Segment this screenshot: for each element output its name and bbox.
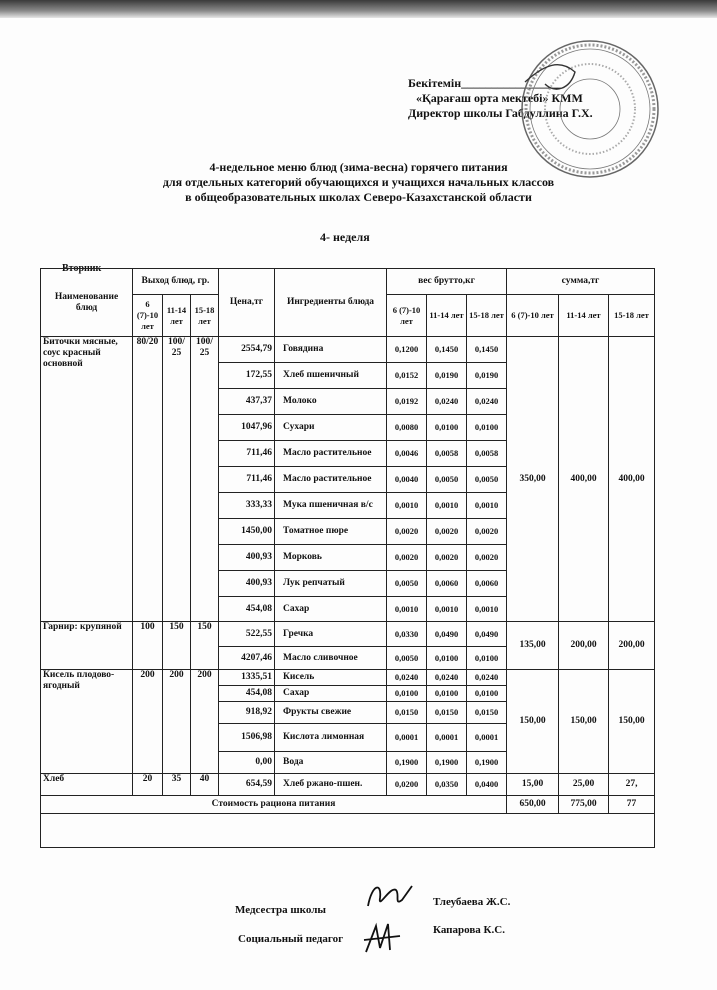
ingredient-weight: 0,0050 bbox=[387, 647, 427, 670]
title-line-3: в общеобразовательных школах Северо-Казахстанской области bbox=[185, 190, 532, 204]
ingredient-weight: 0,0010 bbox=[427, 597, 467, 622]
ingredient-weight: 0,0100 bbox=[467, 686, 507, 702]
ingredient-weight: 0,0100 bbox=[467, 415, 507, 441]
ingredient-weight: 0,0190 bbox=[467, 363, 507, 389]
header-sum-age3_sum: 15-18 лет bbox=[609, 295, 655, 337]
ingredient-name: Хлеб ржано-пшен. bbox=[275, 774, 387, 796]
ingredient-price: 437,37 bbox=[219, 389, 275, 415]
dish-output: 200 bbox=[191, 670, 219, 774]
dish-sum: 150,00 bbox=[559, 670, 609, 774]
ingredient-weight: 0,0050 bbox=[427, 467, 467, 493]
ingredient-weight: 0,0020 bbox=[427, 545, 467, 571]
dish-sum: 200,00 bbox=[559, 622, 609, 670]
total-label: Стоимость рациона питания bbox=[41, 796, 507, 814]
ingredient-weight: 0,1900 bbox=[467, 752, 507, 774]
dish-sum: 15,00 bbox=[507, 774, 559, 796]
dish-output: 20 bbox=[133, 774, 163, 796]
ingredient-weight: 0,0490 bbox=[427, 622, 467, 647]
ingredient-weight: 0,0330 bbox=[387, 622, 427, 647]
ingredient-name: Лук репчатый bbox=[275, 571, 387, 597]
ingredient-weight: 0,1900 bbox=[387, 752, 427, 774]
social-pedagogue-name: Капарова К.С. bbox=[433, 924, 505, 936]
ingredient-name: Вода bbox=[275, 752, 387, 774]
ingredient-weight: 0,1200 bbox=[387, 337, 427, 363]
ingredient-price: 711,46 bbox=[219, 441, 275, 467]
week-label: 4- неделя bbox=[320, 230, 370, 244]
ingredient-price: 522,55 bbox=[219, 622, 275, 647]
ingredient-weight: 0,0020 bbox=[387, 545, 427, 571]
dish-name: Гарнир: крупяной bbox=[41, 622, 133, 670]
dish-sum: 135,00 bbox=[507, 622, 559, 670]
dish-sum: 350,00 bbox=[507, 337, 559, 622]
ingredient-weight: 0,0200 bbox=[387, 774, 427, 796]
ingredient-weight: 0,1450 bbox=[427, 337, 467, 363]
ingredient-weight: 0,0050 bbox=[467, 467, 507, 493]
ingredient-name: Гречка bbox=[275, 622, 387, 647]
nurse-name: Тлеубаева Ж.С. bbox=[433, 896, 511, 908]
menu-table bbox=[40, 268, 655, 848]
dish-name: Биточки мясные, соус красный основной bbox=[41, 337, 133, 622]
header-sum-age2_sum: 11-14 лет bbox=[559, 295, 609, 337]
ingredient-weight: 0,0040 bbox=[387, 467, 427, 493]
header-price: Цена,тг bbox=[219, 269, 275, 337]
scan-dark-edge bbox=[0, 0, 717, 18]
ingredient-price: 454,08 bbox=[219, 686, 275, 702]
empty-row bbox=[41, 814, 655, 848]
ingredient-name: Кислота лимонная bbox=[275, 724, 387, 752]
ingredient-weight: 0,0060 bbox=[467, 571, 507, 597]
approval-line-1: Бекітемін_________________ bbox=[408, 76, 564, 90]
ingredient-weight: 0,0100 bbox=[427, 647, 467, 670]
dish-output: 100/ 25 bbox=[163, 337, 191, 622]
ingredient-weight: 0,0058 bbox=[467, 441, 507, 467]
dish-sum: 400,00 bbox=[559, 337, 609, 622]
total-sum: 775,00 bbox=[559, 796, 609, 814]
social-pedagogue-role: Социальный педагог bbox=[238, 933, 344, 945]
dish-sum: 150,00 bbox=[507, 670, 559, 774]
ingredient-name: Мука пшеничная в/с bbox=[275, 493, 387, 519]
ingredient-weight: 0,0050 bbox=[387, 571, 427, 597]
ingredient-price: 1335,51 bbox=[219, 670, 275, 686]
ingredient-weight: 0,0080 bbox=[387, 415, 427, 441]
dish-sum: 150,00 bbox=[609, 670, 655, 774]
title-line-1: 4-недельное меню блюд (зима-весна) горячего питания bbox=[209, 160, 508, 174]
header-output: Выход блюд, гр. bbox=[133, 269, 219, 295]
header-name: Наименование блюд bbox=[41, 269, 133, 337]
header-output-age3: 15-18 лет bbox=[191, 295, 219, 337]
dish-output: 200 bbox=[163, 670, 191, 774]
ingredient-weight: 0,0240 bbox=[427, 670, 467, 686]
ingredient-weight: 0,0490 bbox=[467, 622, 507, 647]
approval-line-3: Директор школы Габдуллина Г.Х. bbox=[408, 106, 593, 120]
dish-output: 100 bbox=[133, 622, 163, 670]
table-row bbox=[41, 670, 655, 686]
ingredient-weight: 0,0010 bbox=[467, 597, 507, 622]
ingredient-price: 1047,96 bbox=[219, 415, 275, 441]
ingredient-weight: 0,0010 bbox=[467, 493, 507, 519]
total-sum: 650,00 bbox=[507, 796, 559, 814]
nurse-role: Медсестра школы bbox=[235, 904, 326, 916]
header-weight: вес брутто,кг bbox=[387, 269, 507, 295]
ingredient-name: Говядина bbox=[275, 337, 387, 363]
ingredient-weight: 0,0100 bbox=[427, 686, 467, 702]
ingredient-name: Томатное пюре bbox=[275, 519, 387, 545]
approval-line-2: «Қарағаш орта мектебі» КММ bbox=[416, 91, 583, 105]
ingredient-weight: 0,0150 bbox=[467, 702, 507, 724]
ingredient-weight: 0,0240 bbox=[467, 389, 507, 415]
header-sum-age1_sum: 6 (7)-10 лет bbox=[507, 295, 559, 337]
ingredient-weight: 0,0240 bbox=[427, 389, 467, 415]
ingredient-weight: 0,0240 bbox=[467, 670, 507, 686]
ingredient-name: Масло сливочное bbox=[275, 647, 387, 670]
table-row bbox=[41, 774, 655, 796]
header-weight-age3: 15-18 лет bbox=[467, 295, 507, 337]
ingredient-name: Масло растительное bbox=[275, 441, 387, 467]
ingredient-price: 172,55 bbox=[219, 363, 275, 389]
dish-output: 80/20 bbox=[133, 337, 163, 622]
ingredient-weight: 0,0020 bbox=[387, 519, 427, 545]
header-output-age1: 6 (7)-10 лет bbox=[133, 295, 163, 337]
ingredient-price: 654,59 bbox=[219, 774, 275, 796]
ingredient-weight: 0,0150 bbox=[387, 702, 427, 724]
ingredient-name: Молоко bbox=[275, 389, 387, 415]
ingredient-price: 400,93 bbox=[219, 545, 275, 571]
ingredient-name: Кисель bbox=[275, 670, 387, 686]
dish-sum: 200,00 bbox=[609, 622, 655, 670]
ingredient-weight: 0,0020 bbox=[427, 519, 467, 545]
dish-output: 35 bbox=[163, 774, 191, 796]
ingredient-weight: 0,0001 bbox=[387, 724, 427, 752]
dish-sum: 400,00 bbox=[609, 337, 655, 622]
ingredient-weight: 0,0190 bbox=[427, 363, 467, 389]
dish-output: 200 bbox=[133, 670, 163, 774]
ingredient-price: 400,93 bbox=[219, 571, 275, 597]
header-sum: сумма,тг bbox=[507, 269, 655, 295]
ingredient-weight: 0,0240 bbox=[387, 670, 427, 686]
ingredient-name: Хлеб пшеничный bbox=[275, 363, 387, 389]
dish-output: 150 bbox=[163, 622, 191, 670]
ingredient-name: Морковь bbox=[275, 545, 387, 571]
ingredient-weight: 0,0010 bbox=[387, 597, 427, 622]
ingredient-name: Сухари bbox=[275, 415, 387, 441]
ingredient-weight: 0,0100 bbox=[387, 686, 427, 702]
ingredient-weight: 0,0150 bbox=[427, 702, 467, 724]
ingredient-weight: 0,0020 bbox=[467, 519, 507, 545]
header-weight-age2: 11-14 лет bbox=[427, 295, 467, 337]
header-ingredients: Ингредиенты блюда bbox=[275, 269, 387, 337]
ingredient-weight: 0,0058 bbox=[427, 441, 467, 467]
ingredient-price: 333,33 bbox=[219, 493, 275, 519]
ingredient-weight: 0,0060 bbox=[427, 571, 467, 597]
ingredient-weight: 0,0010 bbox=[387, 493, 427, 519]
table-row bbox=[41, 622, 655, 647]
dish-sum: 25,00 bbox=[559, 774, 609, 796]
nurse-signature bbox=[360, 876, 420, 916]
dish-output: 40 bbox=[191, 774, 219, 796]
dish-output: 100/ 25 bbox=[191, 337, 219, 622]
ingredient-weight: 0,0001 bbox=[467, 724, 507, 752]
ingredient-price: 1506,98 bbox=[219, 724, 275, 752]
ingredient-name: Сахар bbox=[275, 686, 387, 702]
ingredient-weight: 0,0350 bbox=[427, 774, 467, 796]
ingredient-weight: 0,0001 bbox=[427, 724, 467, 752]
day-label: Вторник bbox=[62, 263, 102, 274]
title-line-2: для отдельных категорий обучающихся и учащихся начальных классов bbox=[162, 175, 555, 189]
header-weight-age1: 6 (7)-10 лет bbox=[387, 295, 427, 337]
ingredient-price: 1450,00 bbox=[219, 519, 275, 545]
pedagogue-signature bbox=[360, 918, 410, 958]
ingredient-weight: 0,0020 bbox=[467, 545, 507, 571]
ingredient-weight: 0,0046 bbox=[387, 441, 427, 467]
dish-output: 150 bbox=[191, 622, 219, 670]
ingredient-price: 454,08 bbox=[219, 597, 275, 622]
ingredient-price: 918,92 bbox=[219, 702, 275, 724]
ingredient-weight: 0,0100 bbox=[427, 415, 467, 441]
ingredient-weight: 0,1900 bbox=[427, 752, 467, 774]
ingredient-weight: 0,0100 bbox=[467, 647, 507, 670]
ingredient-weight: 0,0192 bbox=[387, 389, 427, 415]
ingredient-name: Фрукты свежие bbox=[275, 702, 387, 724]
dish-name: Хлеб bbox=[41, 774, 133, 796]
ingredient-weight: 0,0152 bbox=[387, 363, 427, 389]
ingredient-price: 0,00 bbox=[219, 752, 275, 774]
header-output-age2: 11-14 лет bbox=[163, 295, 191, 337]
dish-sum: 27, bbox=[609, 774, 655, 796]
ingredient-price: 2554,79 bbox=[219, 337, 275, 363]
table-row bbox=[41, 337, 655, 363]
dish-name: Кисель плодово-ягодный bbox=[41, 670, 133, 774]
ingredient-weight: 0,1450 bbox=[467, 337, 507, 363]
ingredient-weight: 0,0010 bbox=[427, 493, 467, 519]
ingredient-name: Сахар bbox=[275, 597, 387, 622]
ingredient-price: 711,46 bbox=[219, 467, 275, 493]
total-sum: 77 bbox=[609, 796, 655, 814]
ingredient-price: 4207,46 bbox=[219, 647, 275, 670]
ingredient-weight: 0,0400 bbox=[467, 774, 507, 796]
ingredient-name: Масло растительное bbox=[275, 467, 387, 493]
